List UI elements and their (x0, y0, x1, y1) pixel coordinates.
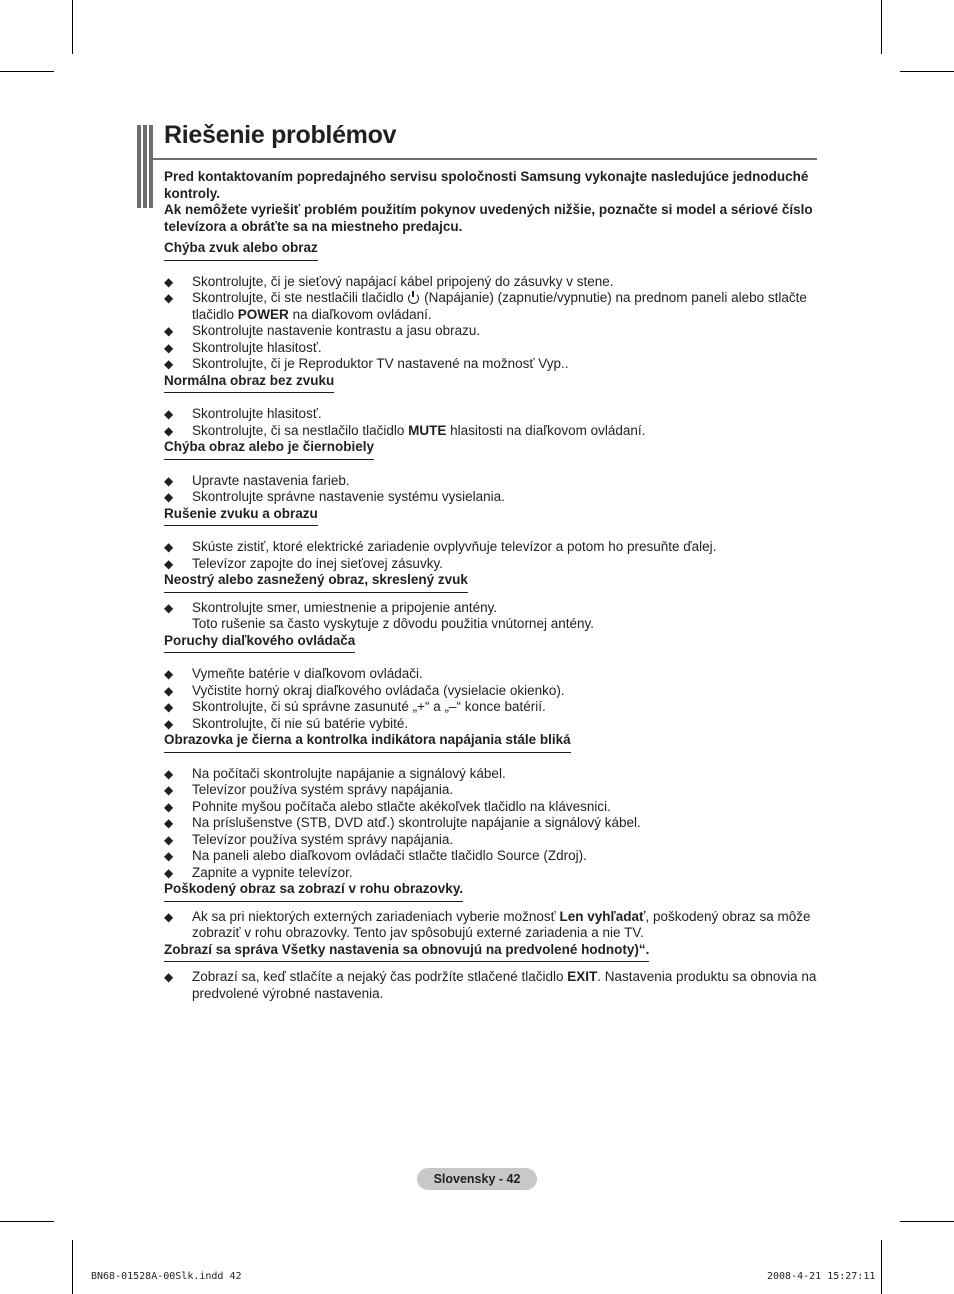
crop-mark (72, 1240, 73, 1294)
bullet-item (164, 556, 819, 573)
crop-mark (881, 1240, 882, 1294)
page-title: Riešenie problémov (164, 121, 397, 149)
diamond-bullet-icon: ◆ (164, 783, 174, 797)
bullet-item (164, 274, 819, 291)
diamond-bullet-icon: ◆ (164, 700, 174, 714)
item-text: Vyčistite horný okraj diaľkového ovládača (vysielacie okienko). (192, 682, 565, 698)
bullet-item (164, 600, 819, 633)
bullet-item (164, 489, 819, 506)
item-keyword: MUTE (408, 422, 447, 438)
item-text: Ak sa pri niektorých externých zariadeniach vyberie možnosť (192, 908, 556, 924)
bullet-item (164, 473, 819, 490)
section-heading: Poškodený obraz sa zobrazí v rohu obrazovky. (164, 881, 463, 902)
item-text: Skontrolujte správne nastavenie systému vysielania. (192, 489, 505, 504)
trouble-section (164, 633, 819, 733)
item-text: (Napájanie) (zapnutie/vypnutie) na prednom paneli alebo stlačte tlačidlo (192, 290, 807, 322)
bullet-item (164, 699, 819, 716)
section-heading: Chýba obraz alebo je čiernobiely (164, 439, 374, 460)
item-text: Upravte nastavenia farieb. (192, 472, 350, 488)
section-heading: Neostrý alebo zasnežený obraz, skreslený zvuk (164, 572, 468, 593)
diamond-bullet-icon: ◆ (164, 324, 174, 338)
crop-mark (0, 71, 54, 72)
item-text: Skontrolujte, či je sieťový napájací kábel pripojený do zásuvky v stene. (192, 273, 614, 289)
bullet-item (164, 865, 819, 882)
item-text: Skontrolujte nastavenie kontrastu a jasu obrazu. (192, 323, 481, 338)
item-text: , poškodený obraz sa môže zobraziť v rohu obrazovky. Tento jav spôsobujú externé zariadenia a nie TV. (192, 908, 811, 940)
bullet-item (164, 666, 819, 683)
section-heading: Normálna obraz bez zvuku (164, 373, 334, 394)
diamond-bullet-icon: ◆ (164, 816, 174, 830)
diamond-bullet-icon: ◆ (164, 357, 174, 371)
diamond-bullet-icon: ◆ (164, 423, 174, 438)
item-text: Na počítači skontrolujte napájanie a signálový kábel. (192, 765, 506, 781)
item-text: Televízor používa systém správy napájania. (192, 782, 454, 797)
bullet-item (164, 766, 819, 783)
bullet-item (164, 356, 819, 373)
section-heading: Poruchy diaľkového ovládača (164, 633, 355, 654)
trouble-section (164, 732, 819, 881)
item-keyword: POWER (237, 306, 289, 322)
page-number-badge: Slovensky - 42 (417, 1168, 537, 1190)
item-text: Vymeňte batérie v diaľkovom ovládači. (192, 666, 423, 681)
item-text: hlasitosti na diaľkovom ovládaní. (450, 422, 646, 438)
item-text: Skontrolujte, či ste nestlačili tlačidlo (192, 290, 404, 305)
diamond-bullet-icon: ◆ (164, 473, 174, 488)
item-keyword: EXIT (567, 969, 598, 984)
troubleshooting-list (164, 240, 819, 1002)
intro-paragraph: Ak nemôžete vyriešiť problém použitím pokynov uvedených nižšie, poznačte si model a sériové číslo televízora a obráťte sa na miestneho predajcu. (164, 202, 813, 234)
bullet-item (164, 969, 819, 1002)
section-heading: Chýba zvuk alebo obraz (164, 240, 318, 261)
bullet-item (164, 782, 819, 799)
trouble-section (164, 439, 819, 506)
diamond-bullet-icon: ◆ (164, 799, 174, 814)
trouble-section (164, 881, 819, 942)
item-text: Toto rušenie sa často vyskytuje z dôvodu použitia vnútornej antény. (192, 616, 594, 631)
item-text: Na príslušenstve (STB, DVD atď.) skontrolujte napájanie a signálový kábel. (192, 815, 641, 830)
diamond-bullet-icon: ◆ (164, 274, 174, 289)
item-text: na diaľkovom ovládaní. (292, 306, 432, 322)
bullet-item (164, 423, 819, 440)
diamond-bullet-icon: ◆ (164, 540, 174, 554)
section-heading: Rušenie zvuku a obrazu (164, 506, 318, 527)
diamond-bullet-icon: ◆ (164, 556, 174, 571)
item-text: Televízor používa systém správy napájania. (192, 831, 454, 847)
accent-bar (149, 125, 153, 208)
footer-file-info: BN68-01528A-00Slk.indd 42 (91, 1271, 242, 1282)
crop-mark (72, 0, 73, 54)
diamond-bullet-icon: ◆ (164, 766, 174, 781)
bullet-item (164, 290, 819, 323)
trouble-section (164, 942, 819, 1003)
diamond-bullet-icon: ◆ (164, 909, 174, 924)
bullet-item (164, 909, 819, 942)
accent-bar (143, 125, 147, 208)
bullet-item (164, 832, 819, 849)
diamond-bullet-icon: ◆ (164, 849, 174, 863)
diamond-bullet-icon: ◆ (164, 970, 174, 984)
item-text: Skontrolujte smer, umiestnenie a pripojenie antény. (192, 599, 498, 615)
item-text: . Nastavenia produktu sa obnovia na predvolené výrobné nastavenia. (192, 969, 817, 1001)
diamond-bullet-icon: ◆ (164, 490, 174, 504)
diamond-bullet-icon: ◆ (164, 340, 174, 355)
diamond-bullet-icon: ◆ (164, 683, 174, 698)
diamond-bullet-icon: ◆ (164, 667, 174, 681)
footer-date: 2008-4-21 15:27:11 (767, 1271, 876, 1282)
trouble-section (164, 373, 819, 440)
power-icon (408, 293, 419, 304)
section-heading: Zobrazí sa správa Všetky nastavenia sa obnovujú na predvolené hodnoty)“. (164, 942, 649, 963)
crop-mark (881, 0, 882, 54)
bullet-item (164, 683, 819, 700)
item-text: Skontrolujte, či sa nestlačilo tlačidlo (192, 422, 405, 438)
item-text: Skontrolujte, či nie sú batérie vybité. (192, 715, 409, 731)
item-text: Na paneli alebo diaľkovom ovládači stlačte tlačidlo Source (Zdroj). (192, 848, 587, 863)
intro-text (164, 169, 814, 235)
item-text: Skontrolujte, či sú správne zasunuté „+“ a „–“ konce batérií. (192, 699, 546, 714)
item-text: Skontrolujte, či je Reproduktor TV nastavené na možnosť Vyp.. (192, 356, 569, 371)
intro-paragraph: Pred kontaktovaním popredajného servisu spoločnosti Samsung vykonajte nasledujúce jednoduché kontroly. (164, 169, 809, 201)
diamond-bullet-icon: ◆ (164, 291, 174, 305)
trouble-section (164, 572, 819, 633)
crop-mark (0, 1221, 54, 1222)
crop-mark (900, 1221, 954, 1222)
bullet-item (164, 406, 819, 423)
title-rule (152, 158, 817, 160)
bullet-item (164, 340, 819, 357)
diamond-bullet-icon: ◆ (164, 600, 174, 615)
item-text: Skontrolujte hlasitosť. (192, 406, 322, 421)
bullet-item (164, 716, 819, 733)
bullet-item (164, 848, 819, 865)
accent-bar (137, 125, 141, 208)
bullet-item (164, 539, 819, 556)
bullet-item (164, 323, 819, 340)
bullet-item (164, 815, 819, 832)
crop-mark (900, 71, 954, 72)
diamond-bullet-icon: ◆ (164, 407, 174, 421)
bullet-item (164, 799, 819, 816)
item-text: Skontrolujte hlasitosť. (192, 339, 322, 355)
section-heading: Obrazovka je čierna a kontrolka indikátora napájania stále bliká (164, 732, 571, 753)
item-text: Zapnite a vypnite televízor. (192, 864, 353, 880)
diamond-bullet-icon: ◆ (164, 865, 174, 880)
item-text: Televízor zapojte do inej sieťovej zásuvky. (192, 555, 443, 571)
item-text: Skúste zistiť, ktoré elektrické zariadenie ovplyvňuje televízor a potom ho presuňte ďalej. (192, 539, 717, 554)
item-text: Zobrazí sa, keď stlačíte a nejaký čas podržíte stlačené tlačidlo (192, 969, 564, 984)
diamond-bullet-icon: ◆ (164, 832, 174, 847)
trouble-section (164, 240, 819, 373)
trouble-section (164, 506, 819, 573)
diamond-bullet-icon: ◆ (164, 716, 174, 731)
item-text: Pohnite myšou počítača alebo stlačte akékoľvek tlačidlo na klávesnici. (192, 798, 611, 814)
item-keyword: Len vyhľadať (559, 908, 646, 924)
